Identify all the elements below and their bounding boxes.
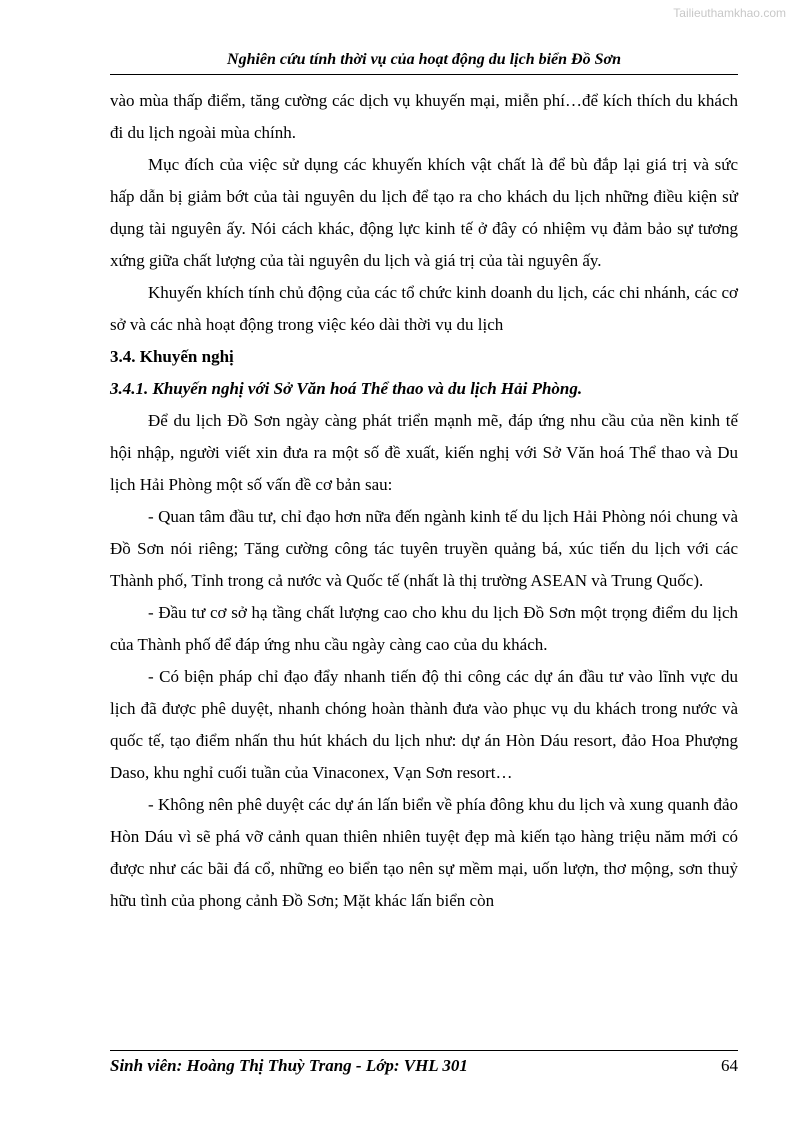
section-heading: 3.4. Khuyến nghị — [110, 347, 234, 366]
document-body — [110, 85, 738, 917]
list-item: - Có biện pháp chỉ đạo đẩy nhanh tiến độ thi công các dự án đầu tư vào lĩnh vực du lịch đã được phê duyệt, nhanh chóng hoàn thành đưa vào phục vụ du khách trong nước và quốc tế, tạo điểm nhấn thu hút khách du lịch như: dự án Hòn Dáu resort, đảo Hoa Phượng Daso, khu nghỉ cuối tuần của Vinaconex, Vạn Sơn resort… — [110, 667, 738, 782]
paragraph: Khuyến khích tính chủ động của các tổ chức kinh doanh du lịch, các chi nhánh, các cơ sở và các nhà hoạt động trong việc kéo dài thời vụ du lịch — [110, 283, 738, 334]
footer-student-info: Sinh viên: Hoàng Thị Thuỳ Trang - Lớp: VHL 301 — [110, 1056, 468, 1075]
page-header-title: Nghiên cứu tính thời vụ của hoạt động du lịch biển Đồ Sơn — [227, 51, 621, 68]
header-divider — [110, 74, 738, 75]
paragraph: Để du lịch Đồ Sơn ngày càng phát triển mạnh mẽ, đáp ứng nhu cầu của nền kinh tế hội nhập, người viết xin đưa ra một số đề xuất, kiến nghị với Sở Văn hoá Thể thao và Du lịch Hải Phòng một số vấn đề cơ bản sau: — [110, 411, 738, 494]
page-number: 64 — [721, 1056, 738, 1075]
list-item: - Quan tâm đầu tư, chỉ đạo hơn nữa đến ngành kinh tế du lịch Hải Phòng nói chung và Đồ Sơn nói riêng; Tăng cường công tác tuyên truyền quảng bá, xúc tiến du lịch với các Thành phố, Tỉnh trong cả nước và Quốc tế (nhất là thị trường ASEAN và Trung Quốc). — [110, 507, 738, 590]
paragraph-continuation: vào mùa thấp điểm, tăng cường các dịch vụ khuyến mại, miễn phí…để kích thích du khách đi du lịch ngoài mùa chính. — [110, 91, 738, 142]
subsection-heading: 3.4.1. Khuyến nghị với Sở Văn hoá Thể thao và du lịch Hải Phòng. — [110, 379, 583, 398]
list-item: - Không nên phê duyệt các dự án lấn biển về phía đông khu du lịch và xung quanh đảo Hòn Dáu vì sẽ phá vỡ cảnh quan thiên nhiên tuyệt đẹp mà kiến tạo hàng triệu năm mới có được như các bãi đá cổ, những eo biển tạo nên sự mềm mại, uốn lượn, thơ mộng, sơn thuỷ hữu tình của phong cảnh Đồ Sơn; Mặt khác lấn biển còn — [110, 795, 738, 910]
list-item: - Đầu tư cơ sở hạ tầng chất lượng cao cho khu du lịch Đồ Sơn một trọng điểm du lịch của Thành phố để đáp ứng nhu cầu ngày càng cao của du khách. — [110, 603, 738, 654]
footer-divider — [110, 1050, 738, 1051]
paragraph: Mục đích của việc sử dụng các khuyến khích vật chất là để bù đắp lại giá trị và sức hấp dẫn bị giảm bớt của tài nguyên du lịch để tạo ra cho khách du lịch những điều kiện sử dụng tài nguyên ấy. Nói cách khác, động lực kinh tế ở đây có nhiệm vụ đảm bảo sự tương xứng giữa chất lượng của tài nguyên du lịch và giá trị của tài nguyên ấy. — [110, 155, 738, 270]
watermark: Tailieuthamkhao.com — [673, 6, 786, 20]
